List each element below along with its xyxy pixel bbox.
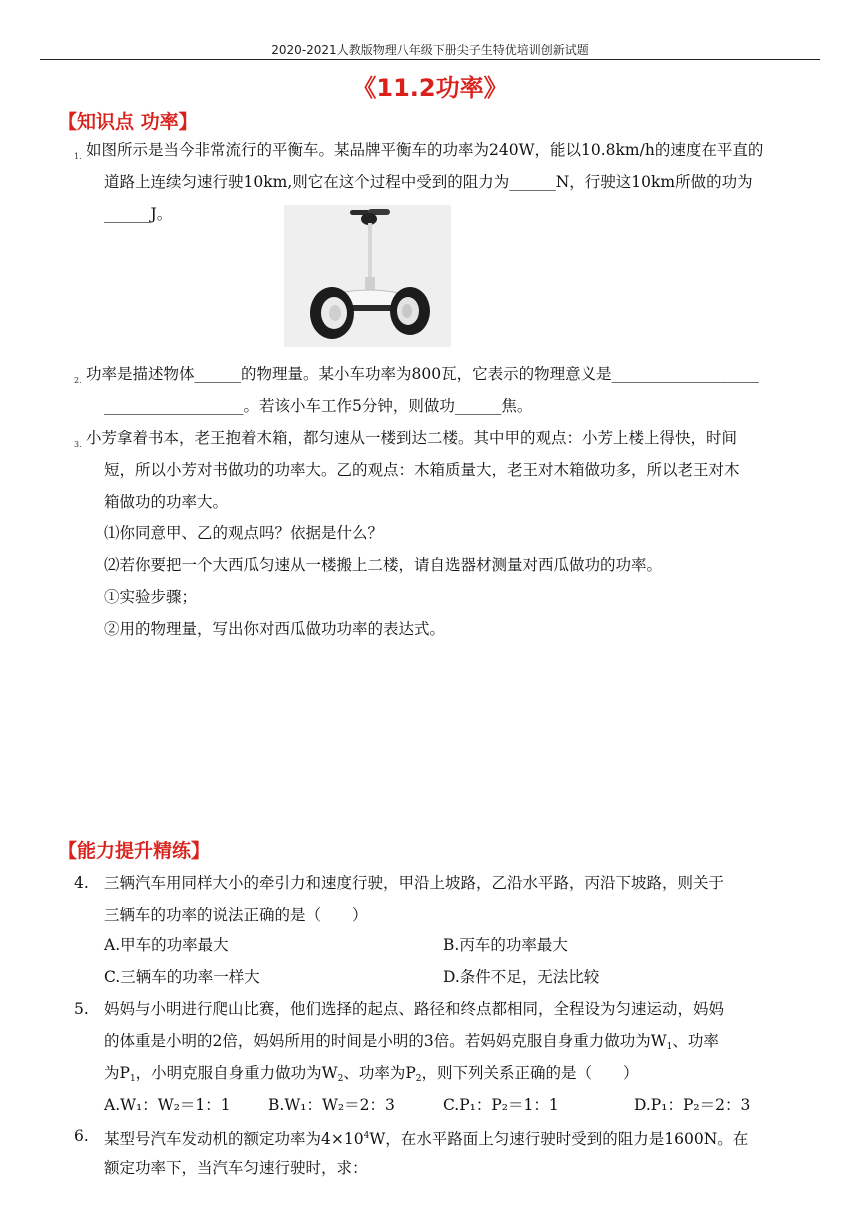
q5-option-a: A.W₁：W₂＝1：1: [104, 1096, 231, 1114]
q5-line1: 妈妈与小明进行爬山比赛，他们选择的起点、路径和终点都相同，全程设为匀速运动，妈妈: [104, 1000, 725, 1018]
q3-line3: 箱做功的功率大。: [104, 493, 229, 511]
q2-line2: __________________。若该小车工作5分钟，则做功______焦。: [104, 397, 533, 415]
q1-number: 1.: [74, 152, 82, 161]
page-header: 2020-2021人教版物理八年级下册尖子生特优培训创新试题: [271, 43, 589, 57]
q4-option-a: A.甲车的功率最大: [104, 936, 229, 954]
q5-line2: 的体重是小明的2倍，妈妈所用的时间是小明的3倍。若妈妈克服自身重力做功为$W_1$、功率: [104, 1032, 719, 1052]
q3-line1: 小芳拿着书本，老王抱着木箱，都匀速从一楼到达二楼。其中甲的观点：小芳上楼上得快，时间: [86, 429, 738, 447]
q5-option-d: D.P₁：P₂＝2：3: [634, 1096, 751, 1114]
q4-option-d: D.条件不足，无法比较: [443, 968, 600, 986]
q3-sub4: ②用的物理量，写出你对西瓜做功功率的表达式。: [104, 620, 446, 638]
q3-sub2: ⑵若你要把一个大西瓜匀速从一楼搬上二楼，请自选器材测量对西瓜做功的功率。: [104, 556, 663, 574]
q1-line3: ______J。: [104, 205, 173, 223]
q1-line2: 道路上连续匀速行驶10km,则它在这个过程中受到的阻力为______N，行驶这10km所做的功为: [104, 173, 753, 191]
header-rule: [40, 59, 820, 60]
section-knowledge: 【知识点 功率】: [58, 111, 198, 133]
page-title: 《11.2功率》: [352, 74, 508, 102]
q5-option-c: C.P₁：P₂＝1：1: [443, 1096, 559, 1114]
q3-sub3: ①实验步骤；: [104, 588, 198, 606]
q4-line1: 三辆汽车用同样大小的牵引力和速度行驶，甲沿上坡路，乙沿水平路，丙沿下坡路，则关于: [104, 874, 725, 892]
q5-number: 5.: [74, 1000, 89, 1018]
q5-line3: 为$P_1$，小明克服自身重力做功为$W_2$、功率为$P_2$，则下列关系正确的是（ ）: [104, 1064, 639, 1084]
q3-sub1: ⑴你同意甲、乙的观点吗？依据是什么？: [104, 524, 384, 542]
balance-scooter-image: [284, 205, 451, 347]
q2-number: 2.: [74, 376, 82, 385]
q6-line2: 额定功率下，当汽车匀速行驶时，求：: [104, 1159, 368, 1177]
q4-option-b: B.丙车的功率最大: [443, 936, 568, 954]
q4-line2: 三辆车的功率的说法正确的是（ ）: [104, 906, 368, 924]
q6-line1: 某型号汽车发动机的额定功率为$4\times 10^4W$，在水平路面上匀速行驶时受到的阻力是1600N。在: [104, 1130, 749, 1148]
q3-line2: 短，所以小芳对书做功的功率大。乙的观点：木箱质量大，老王对木箱做功多，所以老王对木: [104, 461, 740, 479]
q6-number: 6.: [74, 1127, 89, 1145]
q4-option-c: C.三辆车的功率一样大: [104, 968, 260, 986]
section-ability: 【能力提升精练】: [58, 840, 211, 862]
q3-number: 3.: [74, 440, 82, 449]
q2-line1: 功率是描述物体______的物理量。某小车功率为800瓦，它表示的物理意义是___________________: [86, 365, 759, 383]
q5-option-b: B.W₁：W₂＝2：3: [268, 1096, 395, 1114]
q1-line1: 如图所示是当今非常流行的平衡车。某品牌平衡车的功率为240W，能以10.8km/h的速度在平直的: [86, 141, 764, 159]
q4-number: 4.: [74, 874, 89, 892]
